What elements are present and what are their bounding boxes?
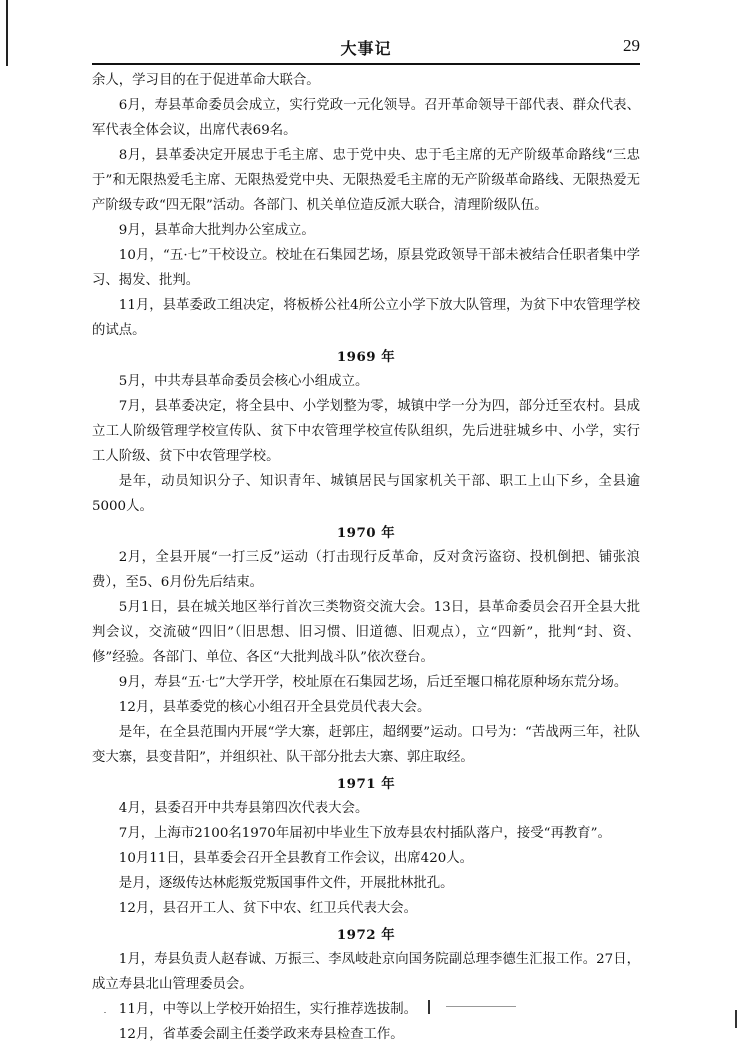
paragraph: 9月，寿县“五·七”大学开学，校址原在石集园艺场，后迁至堰口棉花原种场东荒分场。	[118, 675, 628, 690]
scan-edge-mark	[735, 1010, 737, 1028]
paragraph: 5月，中共寿县革命委员会核心小组成立。	[118, 374, 369, 389]
paragraph: 12月，省革委会副主任娄学政来寿县检查工作。	[118, 1027, 404, 1042]
paragraph: 是年，在全县范围内开展“学大寨，赶郭庄，超纲要”运动。口号为：“苦战两三年，社队变大寨，县变昔阳”，并组织社、队干部分批去大寨、郭庄取经。	[92, 725, 640, 765]
scan-artifact	[428, 1000, 430, 1014]
paragraph: 5月1日，县在城关地区举行首次三类物资交流大会。13日，县革命委员会召开全县大批判会议，交流破“四旧”（旧思想、旧习惯、旧道德、旧观点），立“四新”，批判“封、资、修”经验。各部门、单位、各区“大批判战斗队”依次登台。	[92, 600, 640, 665]
paragraph: 余人，学习目的在于促进革命大联合。	[92, 73, 320, 88]
paragraph: 10月，“五·七”干校设立。校址在石集园艺场，原县党政领导干部未被结合任职者集中学习、揭发、批判。	[92, 248, 640, 288]
page-number: 29	[623, 36, 640, 55]
paragraph: 8月，县革委决定开展忠于毛主席、忠于党中央、忠于毛主席的无产阶级革命路线“三忠于”和无限热爱毛主席、无限热爱党中央、无限热爱毛主席的无产阶级革命路线、无限热爱无产阶级专政“四无限”活动。各部门、机关单位造反派大联合，清理阶级队伍。	[92, 148, 640, 213]
paragraph: 9月，县革命大批判办公室成立。	[118, 223, 315, 238]
paragraph: 7月，县革委决定，将全县中、小学划整为零，城镇中学一分为四，部分迁至农村。县成立工人阶级管理学校宣传队、贫下中农管理学校宣传队组织，先后进驻城乡中、小学，实行工人阶级、贫下中农管理学校。	[92, 399, 640, 464]
scan-artifact	[104, 1012, 106, 1013]
year-heading: 1970 年	[336, 525, 396, 541]
paragraph: 7月，上海市2100名1970年届初中毕业生下放寿县农村插队落户，接受“再教育”。	[118, 826, 611, 841]
page-header	[92, 34, 640, 64]
paragraph: 2月，全县开展“一打三反”运动（打击现行反革命，反对贪污盗窃、投机倒把、铺张浪费），至5、6月份先后结束。	[92, 550, 640, 590]
header-rule	[92, 63, 640, 65]
paragraph: 11月，县革委政工组决定，将板桥公社4所公立小学下放大队管理，为贫下中农管理学校的试点。	[92, 298, 640, 338]
paragraph: 10月11日，县革委会召开全县教育工作会议，出席420人。	[118, 851, 474, 866]
paragraph: 是年，动员知识分子、知识青年、城镇居民与国家机关干部、职工上山下乡，全县逾5000人。	[92, 474, 640, 514]
paragraph: 1月，寿县负责人赵春诚、万振三、李凤岐赴京向国务院副总理李德生汇报工作。27日，成立寿县北山管理委员会。	[92, 952, 640, 992]
year-heading: 1972 年	[336, 927, 396, 943]
paragraph: 4月，县委召开中共寿县第四次代表大会。	[118, 801, 369, 816]
paragraph: 12月，县召开工人、贫下中农、红卫兵代表大会。	[118, 901, 418, 916]
scan-edge-mark	[6, 0, 8, 66]
scan-artifact	[446, 1006, 516, 1007]
year-heading: 1971 年	[336, 776, 396, 792]
year-heading: 1969 年	[336, 349, 396, 365]
page-body	[92, 68, 640, 1047]
paragraph: 11月，中等以上学校开始招生，实行推荐选拔制。	[118, 1002, 418, 1017]
running-title: 大事记	[340, 39, 392, 58]
paragraph: 是月，逐级传达林彪叛党叛国事件文件，开展批林批孔。	[118, 876, 454, 891]
paragraph: 12月，县革委党的核心小组召开全县党员代表大会。	[118, 700, 431, 715]
paragraph: 6月，寿县革命委员会成立，实行党政一元化领导。召开革命领导干部代表、群众代表、军代表全体会议，出席代表69名。	[92, 98, 640, 138]
